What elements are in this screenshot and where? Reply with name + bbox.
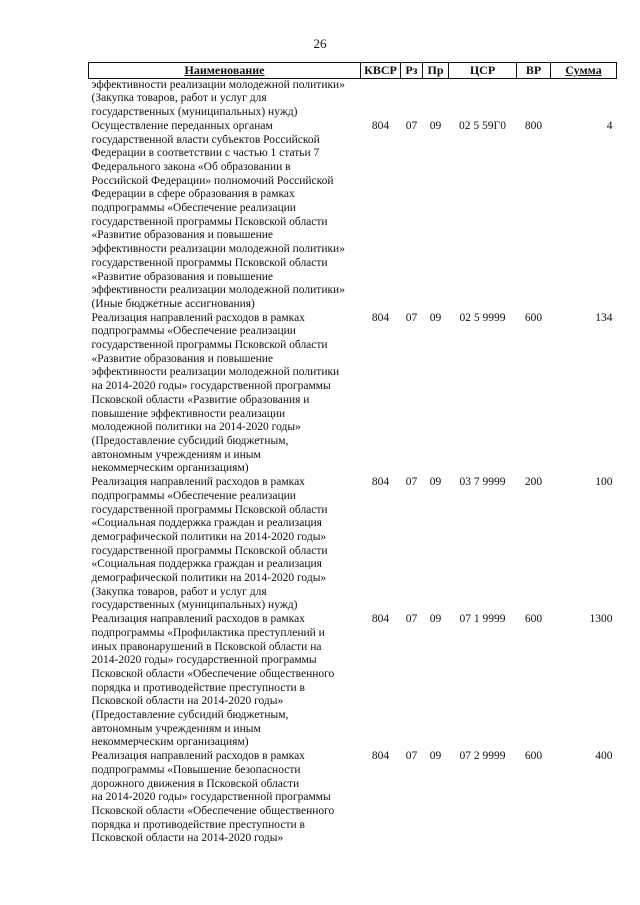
row-vr-cell bbox=[517, 78, 551, 120]
row-sum-cell: 134 bbox=[595, 311, 613, 324]
row-name-line: некоммерческим организациям) bbox=[91, 736, 249, 749]
row-name-line: «Социальная поддержка граждан и реализация bbox=[91, 558, 322, 571]
row-name-line: подпрограммы «Профилактика преступлений и bbox=[91, 626, 325, 639]
row-pr-cell bbox=[423, 78, 449, 120]
header-pr: Пр bbox=[423, 63, 449, 79]
row-name-line: «Развитие образования и повышение bbox=[91, 229, 274, 242]
row-name-line: Реализация направлений расходов в рамках bbox=[91, 311, 305, 324]
row-rz-cell: 07 bbox=[405, 119, 418, 132]
row-rz-cell: 07 bbox=[405, 476, 418, 489]
row-pr-cell: 09 bbox=[429, 311, 442, 324]
row-rz-cell: 07 bbox=[405, 613, 418, 626]
row-kvsr-cell: 804 bbox=[371, 613, 390, 626]
row-name-line: 2014-2020 годы» государственной программы bbox=[91, 654, 317, 667]
row-pr-cell: 09 bbox=[429, 613, 442, 626]
row-rz-cell: 07 bbox=[405, 750, 418, 763]
row-vr-cell: 600 bbox=[524, 311, 543, 324]
row-name-cell bbox=[89, 476, 361, 613]
row-vr-cell: 600 bbox=[524, 613, 543, 626]
row-name-line: некоммерческим организациям) bbox=[91, 462, 249, 475]
row-kvsr-cell bbox=[361, 78, 401, 120]
row-name-line: Осуществление переданных органам bbox=[91, 119, 273, 132]
row-name-line: иных правонарушений в Псковской области на bbox=[91, 640, 322, 653]
row-sum-cell: 400 bbox=[595, 750, 613, 763]
row-pr-cell: 09 bbox=[429, 476, 442, 489]
row-name-line: (Предоставление субсидий бюджетным, bbox=[91, 434, 289, 447]
row-name-line: государственных (муниципальных) нужд) bbox=[91, 106, 298, 119]
row-name-line: (Предоставление субсидий бюджетным, bbox=[91, 709, 289, 722]
row-vr-cell: 600 bbox=[524, 750, 543, 763]
row-name-line: государственных (муниципальных) нужд) bbox=[91, 599, 298, 612]
row-csr-cell bbox=[449, 78, 517, 120]
row-name-cell bbox=[89, 78, 361, 120]
row-name-line: молодежной политики на 2014-2020 годы» bbox=[91, 421, 301, 434]
row-name-line: демографической политики на 2014-2020 годы» bbox=[91, 572, 327, 585]
table-row bbox=[89, 613, 617, 750]
table-row bbox=[89, 476, 617, 613]
row-name-line: Федерального закона «Об образовании в bbox=[91, 160, 291, 173]
row-csr-cell: 03 7 9999 bbox=[459, 476, 506, 489]
header-csr: ЦСР bbox=[449, 63, 517, 79]
header-sum: Сумма bbox=[551, 63, 617, 79]
row-sum-cell: 4 bbox=[606, 119, 613, 132]
row-name-line: «Развитие образования и повышение bbox=[91, 270, 274, 283]
row-name-line: подпрограммы «Повышение безопасности bbox=[91, 763, 301, 776]
row-vr-cell: 200 bbox=[524, 476, 543, 489]
row-name-cell bbox=[89, 750, 361, 846]
row-name-line: Федерации в соответствии с частью 1 статьи 7 bbox=[91, 147, 320, 160]
row-name-line: «Развитие образования и повышение bbox=[91, 352, 274, 365]
row-name-line: Реализация направлений расходов в рамках bbox=[91, 750, 305, 763]
row-name-cell bbox=[89, 312, 361, 476]
row-name-line: государственной власти субъектов Российской bbox=[91, 133, 320, 146]
row-csr-cell: 07 1 9999 bbox=[459, 613, 506, 626]
row-name-line: эффективности реализации молодежной политики» bbox=[91, 78, 345, 91]
row-vr-cell: 800 bbox=[524, 119, 543, 132]
row-name-line: порядка и противодействие преступности в bbox=[91, 818, 305, 831]
header-vr: ВР bbox=[517, 63, 551, 79]
row-name-line: государственной программы Псковской области bbox=[91, 339, 328, 352]
row-name-line: эффективности реализации молодежной политики» bbox=[91, 284, 345, 297]
row-name-cell bbox=[89, 120, 361, 312]
row-name-line: подпрограммы «Обеспечение реализации bbox=[91, 202, 296, 215]
row-kvsr-cell: 804 bbox=[371, 476, 390, 489]
row-name-line: Псковской области на 2014-2020 годы» bbox=[91, 832, 284, 845]
row-csr-cell: 02 5 59Г0 bbox=[459, 119, 506, 132]
row-name-line: автономным учреждениям и иным bbox=[91, 448, 261, 461]
row-name-line: (Иные бюджетные ассигнования) bbox=[91, 297, 255, 310]
row-name-line: Псковской области на 2014-2020 годы» bbox=[91, 695, 284, 708]
header-name: Наименование bbox=[89, 63, 361, 79]
table-header-row bbox=[89, 63, 617, 79]
row-name-line: порядка и противодействие преступности в bbox=[91, 681, 305, 694]
row-name-line: автономным учреждениям и иным bbox=[91, 722, 261, 735]
table-row bbox=[89, 750, 617, 846]
row-sum-cell: 1300 bbox=[589, 613, 613, 626]
row-name-line: подпрограммы «Обеспечение реализации bbox=[91, 489, 296, 502]
row-sum-cell: 100 bbox=[595, 476, 613, 489]
row-name-line: эффективности реализации молодежной политики» bbox=[91, 243, 345, 256]
row-name-line: государственной программы Псковской области bbox=[91, 256, 328, 269]
table-row bbox=[89, 78, 617, 120]
row-csr-cell: 02 5 9999 bbox=[459, 311, 506, 324]
row-name-line: подпрограммы «Обеспечение реализации bbox=[91, 325, 296, 338]
row-name-cell bbox=[89, 613, 361, 750]
row-name-line: государственной программы Псковской области bbox=[91, 544, 328, 557]
row-kvsr-cell: 804 bbox=[371, 750, 390, 763]
row-name-line: демографической политики на 2014-2020 годы» bbox=[91, 530, 327, 543]
page-number: 26 bbox=[313, 36, 327, 51]
row-rz-cell: 07 bbox=[405, 311, 418, 324]
row-name-line: (Закупка товаров, работ и услуг для bbox=[91, 92, 267, 105]
row-sum-cell bbox=[551, 78, 617, 120]
header-kvsr: КВСР bbox=[361, 63, 401, 79]
row-rz-cell bbox=[401, 78, 423, 120]
row-pr-cell: 09 bbox=[429, 750, 442, 763]
row-name-line: государственной программы Псковской области bbox=[91, 503, 328, 516]
row-name-line: Реализация направлений расходов в рамках bbox=[91, 476, 305, 489]
row-name-line: «Социальная поддержка граждан и реализация bbox=[91, 517, 322, 530]
row-name-line: повышение эффективности реализации bbox=[91, 407, 286, 420]
row-name-line: (Закупка товаров, работ и услуг для bbox=[91, 585, 267, 598]
row-kvsr-cell: 804 bbox=[371, 311, 390, 324]
row-kvsr-cell: 804 bbox=[371, 119, 390, 132]
row-name-line: на 2014-2020 годы» государственной программы bbox=[91, 380, 331, 393]
row-name-line: государственной программы Псковской области bbox=[91, 215, 328, 228]
row-name-line: Псковской области «Развитие образования и bbox=[91, 393, 310, 406]
row-pr-cell: 09 bbox=[429, 119, 442, 132]
budget-table bbox=[88, 62, 617, 846]
table-row bbox=[89, 312, 617, 476]
row-csr-cell: 07 2 9999 bbox=[459, 750, 506, 763]
row-name-line: Псковской области «Обеспечение общественного bbox=[91, 804, 335, 817]
header-rz: Рз bbox=[401, 63, 423, 79]
row-name-line: эффективности реализации молодежной политики bbox=[91, 366, 340, 379]
row-name-line: Псковской области «Обеспечение общественного bbox=[91, 667, 335, 680]
table-row bbox=[89, 120, 617, 312]
row-name-line: Реализация направлений расходов в рамках bbox=[91, 613, 305, 626]
row-name-line: Федерации в сфере образования в рамках bbox=[91, 188, 295, 201]
row-name-line: Российской Федерации» полномочий Российской bbox=[91, 174, 334, 187]
row-name-line: на 2014-2020 годы» государственной программы bbox=[91, 791, 331, 804]
row-name-line: дорожного движения в Псковской области bbox=[91, 777, 300, 790]
